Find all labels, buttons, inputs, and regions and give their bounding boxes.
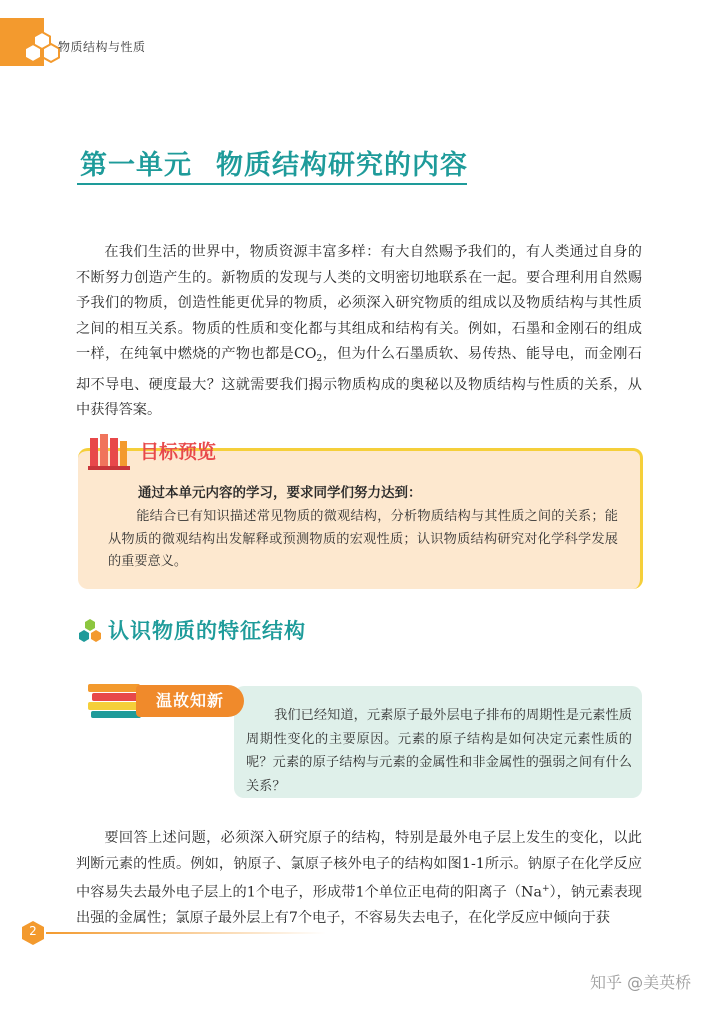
intro-paragraph: 在我们生活的世界中，物质资源丰富多样：有大自然赐予我们的，有人类通过自身的不断努力创造产生的。新物质的发现与人类的文明密切地联系在一起。要合理利用自然赐予我们的物质，创造性能更优异的物质，必须深入研究物质的组成以及物质结构与其性质之间的相互关系。物质的性质和变化都与其组成和结构有关。例如，石墨和金刚石的组成一样，在纯氧中燃烧的产物也都是$CO_2$，但为什么石墨质软、易传热、能导电，而金刚石却不导电、硬度最大？这就需要我们揭示物质构成的奥秘以及物质结构与性质的关系，从中获得答案。 (76, 244, 642, 418)
goals-lead: 通过本单元内容的学习，要求同学们努力达到： (138, 485, 422, 501)
running-header: 物质结构与性质 (58, 40, 146, 54)
unit-name: 物质结构研究的内容 (216, 150, 468, 181)
unit-title-underline (77, 183, 467, 185)
watermark: 知乎 @美英桥 (590, 973, 692, 992)
book-icon (88, 432, 130, 470)
body-paragraph: 要回答上述问题，必须深入研究原子的结构，特别是最外电子层上发生的变化，以此判断元素的性质。例如，钠原子、氯原子核外电子的结构如图1-1所示。钠原子在化学反应中容易失去最外电子层上的1个电子，形成带1个单位正电荷的阳离子（Na+），钠元素表现出强的金属性；氯原子最外层上有7个电子，不容易失去电子，在化学反应中倾向于获 (76, 830, 642, 927)
unit-prefix: 第一单元 (80, 150, 192, 181)
hexagon-logo-icon (22, 30, 62, 64)
hexagon-cluster-icon (77, 618, 103, 644)
page-number: 2 (29, 924, 37, 938)
footer-line (46, 932, 326, 934)
co2-subscript: 2 (316, 354, 323, 364)
unit-title (80, 143, 468, 182)
review-text: 我们已经知道，元素原子最外层电子排布的周期性是元素性质周期性变化的主要原因。元素的原子结构是如何决定元素性质的呢？元素的原子结构与元素的金属性和非金属性的强弱之间有什么关系？ (246, 708, 632, 794)
goals-text: 能结合已有知识描述常见物质的微观结构，分析物质结构与其性质之间的关系；能从物质的微观结构出发解释或预测物质的宏观性质；认识物质结构研究对化学科学发展的重要意义。 (108, 509, 618, 569)
section-title: 认识物质的特征结构 (108, 619, 306, 643)
goals-title: 目标预览 (140, 441, 217, 463)
review-tag: 温故知新 (136, 685, 244, 717)
na-superscript: + (541, 884, 550, 894)
